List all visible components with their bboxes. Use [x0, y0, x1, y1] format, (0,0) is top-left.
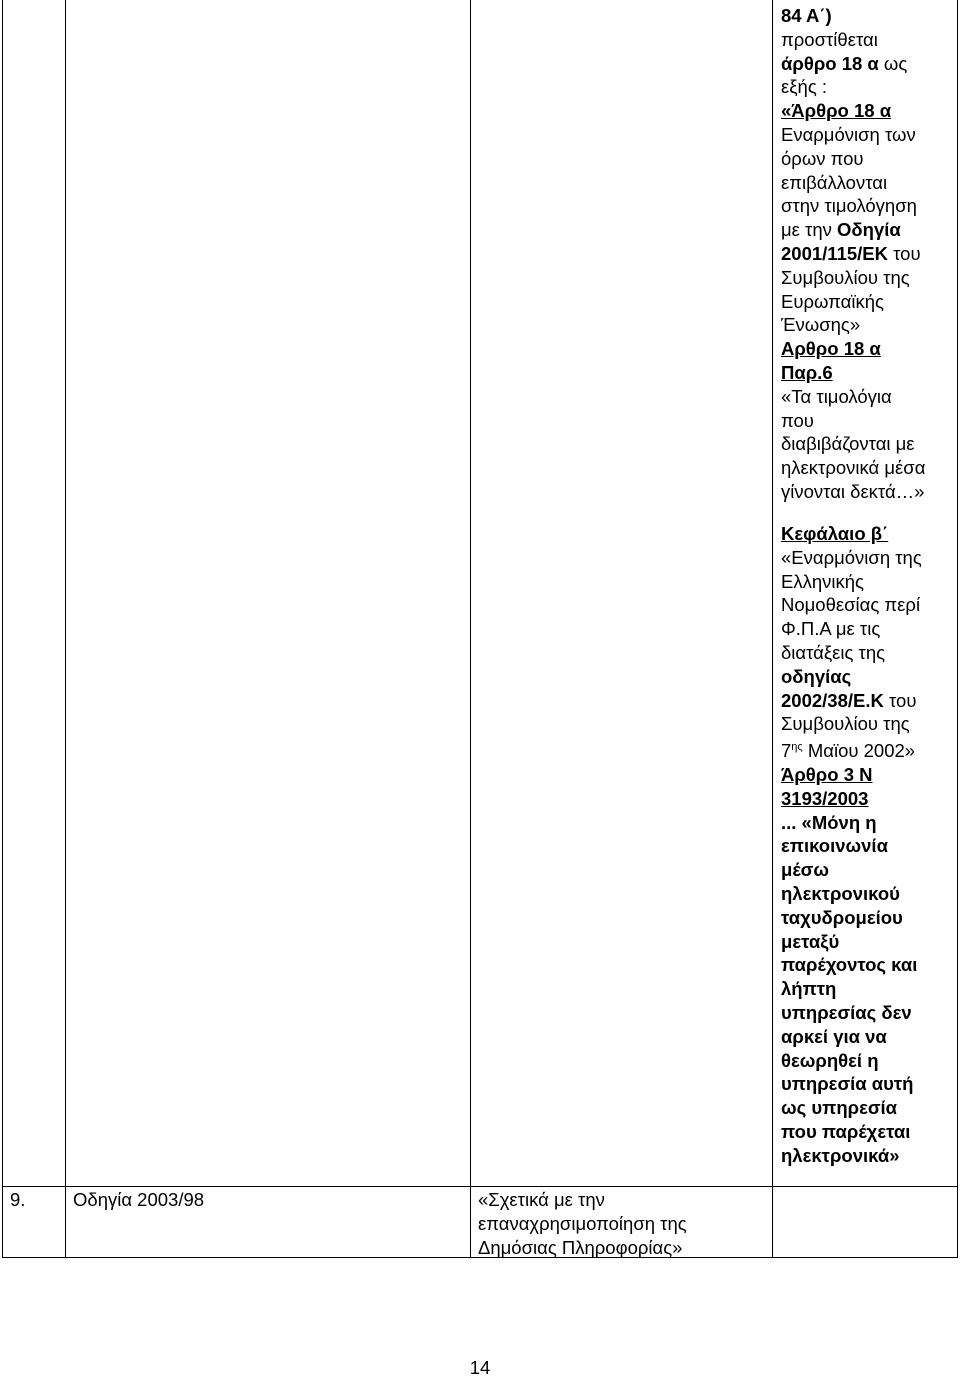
text-line: διαβιβάζονται με [781, 433, 915, 455]
text-line: «Τα τιμολόγια [781, 385, 892, 407]
text-line: μέσω [781, 859, 829, 881]
superscript: ης [791, 741, 803, 754]
text-span: άρθρο 18 α [781, 52, 879, 74]
column-divider-2 [470, 0, 471, 1258]
text-line: μεταξύ [781, 930, 840, 952]
text-line: παρέχοντος και [781, 954, 918, 976]
chapter-heading: Κεφάλαιο β΄ [781, 523, 889, 544]
text-line: Φ.Π.Α με τις [781, 618, 881, 640]
text-line [781, 736, 922, 763]
text-span: του [887, 242, 921, 264]
text-span: Οδηγία [837, 219, 901, 241]
text-line: «Εναρμόνιση της [781, 546, 922, 568]
text-line: Αρθρο 18 α [781, 338, 881, 360]
text-line: επικοινωνία [781, 835, 888, 857]
text-line: προστίθεται [781, 28, 878, 50]
text-line: Ευρωπαϊκής [781, 290, 884, 312]
text-span: Μαϊου 2002» [802, 740, 916, 762]
text-span: του [883, 689, 917, 711]
text-line: όρων που [781, 147, 864, 169]
text-line: λήπτη [781, 978, 837, 1000]
text-span: 7 [781, 740, 792, 762]
text-line: Συμβουλίου της [781, 713, 910, 735]
right-column-top-block [781, 4, 925, 504]
text-line: Ένωσης» [781, 314, 861, 336]
text-line: υπηρεσία αυτή [781, 1073, 914, 1095]
right-column-bottom-block [781, 522, 922, 1168]
text-line: επιβάλλονται [781, 171, 888, 193]
text-line: στην τιμολόγηση [781, 195, 917, 217]
text-line: ταχυδρομείου [781, 906, 903, 928]
text-span: ως [878, 52, 908, 74]
directive-name: Οδηγία 2003/98 [73, 1189, 205, 1210]
table-border-left [2, 0, 3, 1258]
text-line: διατάξεις της [781, 641, 886, 663]
row-number: 9. [10, 1189, 26, 1210]
text-line: ηλεκτρονικά μέσα [781, 457, 926, 479]
text-span: 2001/115/ΕΚ [781, 242, 888, 264]
text-line: ... «Μόνη η [781, 811, 877, 833]
text-line: Άρθρο 3 Ν [781, 763, 873, 785]
text-line: «Άρθρο 18 α [781, 100, 892, 122]
text-span: 2002/38/Ε.Κ [781, 689, 884, 711]
text-line: 84 Α΄) [781, 5, 832, 26]
row-divider [2, 1186, 958, 1187]
text-line [781, 689, 922, 713]
text-line: επαναχρησιμοποίηση της [478, 1212, 687, 1234]
text-line: Νομοθεσίας περί [781, 594, 921, 616]
text-line: γίνονται δεκτά…» [781, 480, 925, 502]
text-line: εξής : [781, 76, 828, 98]
column-divider-1 [65, 0, 66, 1258]
text-line [781, 52, 925, 76]
text-line: ηλεκτρονικά» [781, 1144, 900, 1166]
text-line: ως υπηρεσία [781, 1097, 898, 1119]
text-line [781, 218, 925, 242]
text-line: οδηγίας [781, 665, 852, 687]
text-line: θεωρηθεί η [781, 1049, 879, 1071]
text-line: που παρέχεται [781, 1120, 911, 1142]
text-line: ηλεκτρονικού [781, 882, 900, 904]
directive-subject [478, 1188, 687, 1259]
text-line [781, 242, 925, 266]
page-number: 14 [469, 1357, 491, 1378]
text-line: «Σχετικά με την [478, 1189, 605, 1210]
text-line: Συμβουλίου της [781, 266, 910, 288]
text-span: με την [781, 219, 838, 241]
text-line: Δημόσιας Πληροφορίας» [478, 1236, 683, 1258]
text-line: 3193/2003 [781, 787, 869, 809]
table-border-right [957, 0, 958, 1258]
text-line: Ελληνικής [781, 570, 864, 592]
text-line: υπηρεσίας δεν [781, 1001, 912, 1023]
column-divider-3 [772, 0, 773, 1258]
text-line: Εναρμόνιση των [781, 123, 916, 145]
text-line: Παρ.6 [781, 361, 833, 383]
text-line: που [781, 409, 814, 431]
text-line: αρκεί για να [781, 1025, 887, 1047]
